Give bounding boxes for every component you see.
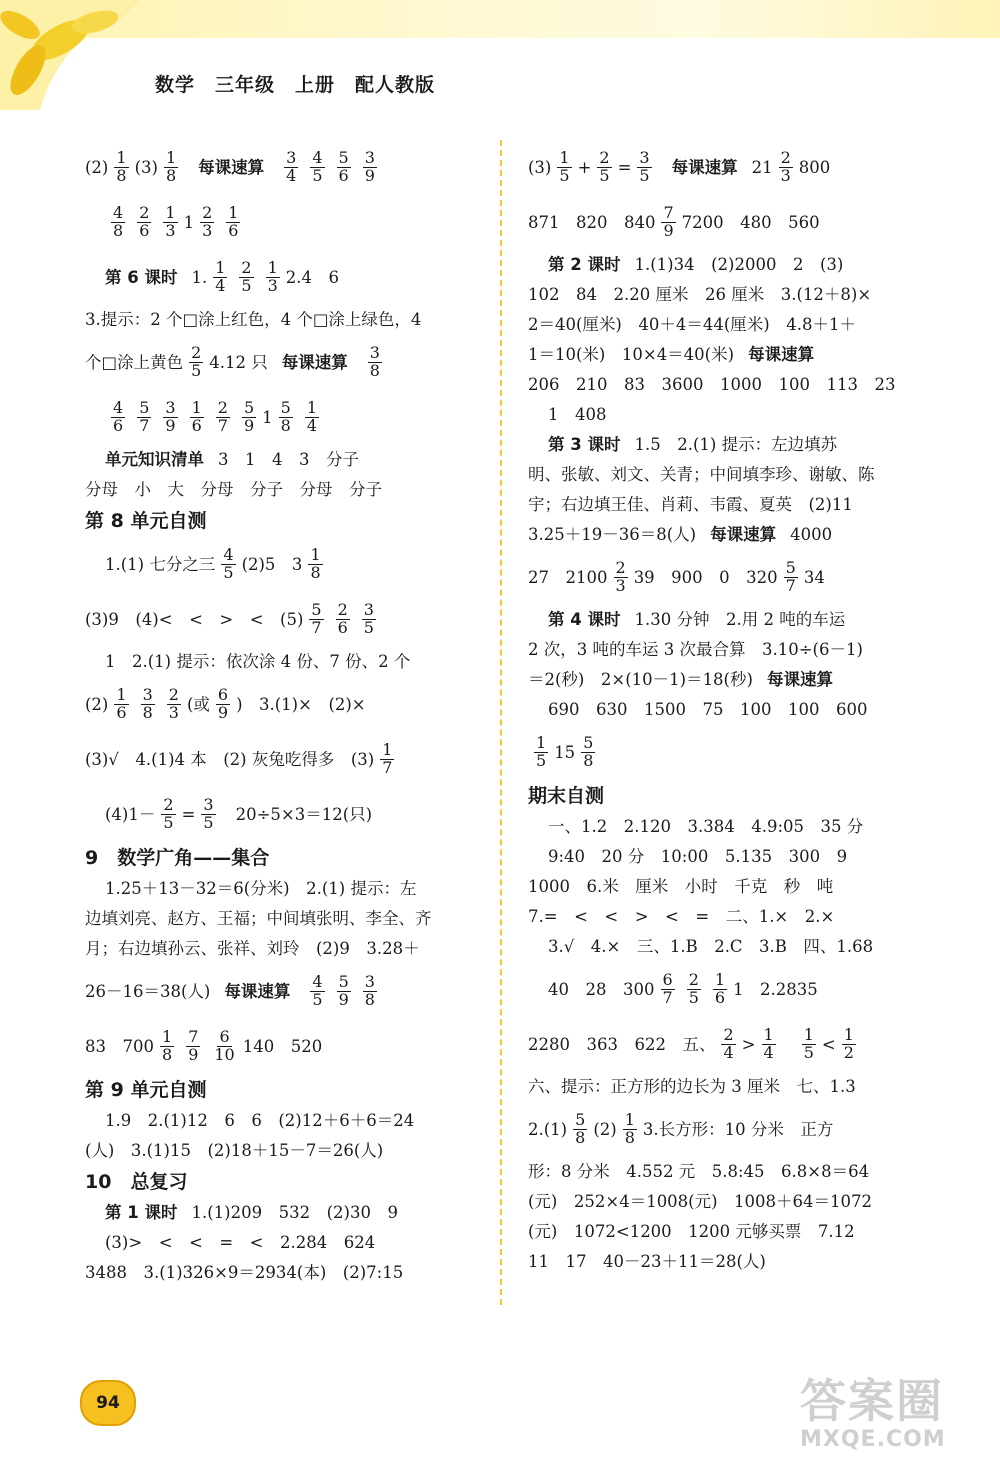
fraction: $\frac{3}{9}$	[364, 148, 375, 185]
answer-text: (或	[186, 694, 210, 714]
fraction: $\frac{3}{8}$	[142, 685, 153, 722]
answer-text: (元) 1072<1200 1200 元够买票 7.12	[528, 1222, 855, 1241]
fraction: $\frac{2}{5}$	[241, 258, 252, 295]
fraction: $\frac{2}{6}$	[139, 203, 150, 240]
answer-text: (2)	[85, 694, 109, 714]
answer-line	[528, 725, 928, 780]
fraction: $\frac{1}{5}$	[803, 1025, 814, 1062]
answer-text: 宇；右边填王佳、肖莉、韦霞、夏英 (2)11	[528, 495, 853, 514]
section-keyword: 每课速算	[198, 157, 265, 177]
answer-line	[528, 635, 928, 665]
answer-line	[528, 550, 928, 605]
fraction: $\frac{5}{8}$	[575, 1110, 586, 1147]
watermark-url: MXQE.COM	[800, 1427, 946, 1452]
answer-text: 40 28 300	[548, 979, 655, 999]
leaf-decoration	[0, 0, 140, 110]
fraction: $\frac{1}{5}$	[536, 733, 547, 770]
answer-text: 2.4 6	[285, 267, 340, 287]
answer-text: =	[181, 804, 196, 824]
section-heading: 9 数学广角——集合	[85, 847, 270, 869]
answer-text: (2)5 3	[241, 554, 303, 574]
fraction: $\frac{1}{8}$	[310, 545, 321, 582]
answer-text: 3.长方形：10 分米 正方	[642, 1119, 834, 1139]
answer-line	[85, 445, 485, 475]
watermark-text: 答案圈	[800, 1374, 944, 1428]
answer-text: ) 3.(1)× (2)×	[236, 694, 366, 714]
answer-text: 3488 3.(1)326×9＝2934(本) (2)7:15	[85, 1263, 404, 1282]
answer-line	[528, 400, 928, 430]
answer-text: 分母 小 大 分母 分子 分母 分子	[85, 480, 382, 499]
answer-line	[528, 1217, 928, 1247]
fraction: $\frac{2}{3}$	[168, 685, 179, 722]
answer-line	[85, 250, 485, 305]
fraction: $\frac{7}{9}$	[188, 1027, 199, 1064]
answer-line	[85, 874, 485, 904]
answer-line	[528, 195, 928, 250]
answer-text: 个□涂上黄色	[85, 352, 184, 372]
fraction: $\frac{6}{10}$	[214, 1027, 235, 1064]
answer-line	[85, 1228, 485, 1258]
section-keyword: 每课速算	[671, 157, 738, 177]
answer-text: 4.12 只	[209, 352, 268, 372]
answer-line	[85, 732, 485, 787]
answer-text: =	[617, 157, 632, 177]
answer-text: 7.= < < > < = 二、1.× 2.×	[528, 907, 835, 926]
fraction: $\frac{1}{5}$	[559, 148, 570, 185]
fraction: $\frac{5}{7}$	[785, 558, 796, 595]
answer-text: 27 2100	[528, 567, 608, 587]
answer-text: >	[741, 1034, 756, 1054]
answer-line	[85, 475, 485, 505]
answer-line	[528, 490, 928, 520]
answer-text: 2＝40(厘米) 40＋4＝44(厘米) 4.8＋1＋	[528, 315, 856, 334]
answer-text: 1 408	[548, 405, 607, 424]
section-keyword: 每课速算	[766, 670, 833, 689]
fraction: $\frac{1}{2}$	[843, 1025, 854, 1062]
lesson-label: 第 6 课时	[105, 267, 178, 287]
answer-text: 34	[803, 567, 825, 587]
answer-text: +	[577, 157, 592, 177]
header-banner	[0, 0, 1000, 38]
answer-text: 六、提示：正方形的边长为 3 厘米 七、1.3	[528, 1077, 856, 1096]
fraction: $\frac{5}{9}$	[338, 972, 349, 1009]
answer-line	[85, 964, 485, 1019]
answer-line	[85, 335, 485, 390]
fraction: $\frac{1}{4}$	[215, 258, 226, 295]
lesson-label: 第 2 课时	[548, 255, 621, 274]
answer-text: <	[821, 1034, 836, 1054]
answer-text: 2.(1)	[528, 1119, 568, 1139]
answer-text: (2)	[593, 1119, 617, 1139]
watermark-logo	[800, 1375, 990, 1465]
answer-line	[528, 1017, 928, 1072]
answer-text: 1.(1) 七分之三	[105, 554, 216, 574]
lesson-label: 第 1 课时	[105, 1203, 178, 1222]
answer-text: 2 次，3 吨的车运 3 次最合算 3.10÷(6－1)	[528, 640, 863, 659]
answer-line	[528, 902, 928, 932]
fraction: $\frac{1}{6}$	[191, 398, 202, 435]
fraction: $\frac{7}{9}$	[663, 203, 674, 240]
answer-text: 800	[798, 157, 831, 177]
answer-line	[528, 1102, 928, 1157]
answer-line	[85, 537, 485, 592]
answer-text: (3)> < < = < 2.284 624	[105, 1233, 376, 1252]
answer-text: 1.30 分钟 2.用 2 吨的车运	[634, 610, 846, 629]
fraction: $\frac{1}{3}$	[165, 203, 176, 240]
fraction: $\frac{3}{8}$	[369, 343, 380, 380]
fraction: $\frac{3}{5}$	[363, 600, 374, 637]
fraction: $\frac{2}{5}$	[163, 795, 174, 832]
section-keyword: 单元知识清单	[105, 450, 204, 469]
answer-line	[85, 390, 485, 445]
fraction: $\frac{1}{8}$	[165, 148, 177, 185]
answer-line	[85, 195, 485, 250]
fraction: $\frac{2}{3}$	[780, 148, 791, 185]
right-column	[528, 140, 928, 1277]
answer-line	[85, 1019, 485, 1074]
fraction: $\frac{1}{4}$	[763, 1025, 774, 1062]
fraction: $\frac{3}{9}$	[165, 398, 176, 435]
answer-text: 9:40 20 分 10:00 5.135 300 9	[548, 847, 848, 866]
fraction: $\frac{2}{5}$	[599, 148, 610, 185]
answer-text: 1.(1)34 (2)2000 2 (3)	[634, 255, 844, 274]
fraction: $\frac{5}{8}$	[280, 398, 291, 435]
answer-text: 871 820 840	[528, 212, 656, 232]
fraction: $\frac{4}{8}$	[113, 203, 124, 240]
answer-text: 690 630 1500 75 100 100 600	[548, 700, 868, 719]
section-keyword: 每课速算	[224, 981, 291, 1001]
page-number-badge: 94	[80, 1380, 136, 1426]
answer-line	[528, 140, 928, 195]
answer-line	[85, 1198, 485, 1228]
answer-text: 1 2.(1) 提示：依次涂 4 份、7 份、2 个	[105, 652, 411, 671]
answer-text: 11 17 40－23＋11＝28(人)	[528, 1252, 766, 1271]
lesson-label: 第 4 课时	[548, 610, 621, 629]
answer-text: 26－16＝38(人)	[85, 981, 211, 1001]
answer-line	[85, 904, 485, 934]
fraction: $\frac{1}{3}$	[267, 258, 278, 295]
answer-text: 21	[751, 157, 773, 177]
answer-text: 1.9 2.(1)12 6 6 (2)12＋6＋6＝24	[105, 1111, 415, 1130]
answer-text: 一、1.2 2.120 3.384 4.9:05 35 分	[548, 817, 864, 836]
answer-line	[85, 592, 485, 647]
fraction: $\frac{3}{8}$	[364, 972, 375, 1009]
answer-text: (3)	[528, 157, 552, 177]
lesson-label: 第 3 课时	[548, 435, 621, 454]
section-keyword: 每课速算	[710, 525, 777, 544]
answer-text: 1.	[191, 267, 208, 287]
answer-text: 月；右边填孙云、张祥、刘玲 (2)9 3.28＋	[85, 939, 420, 958]
answer-text: (元) 252×4＝1008(元) 1008＋64＝1072	[528, 1192, 873, 1211]
fraction: $\frac{2}{4}$	[723, 1025, 734, 1062]
fraction: $\frac{1}{6}$	[714, 970, 726, 1007]
answer-line	[528, 1072, 928, 1102]
section-keyword: 每课速算	[281, 352, 348, 372]
answer-line	[528, 1157, 928, 1187]
answer-line	[85, 934, 485, 964]
fraction: $\frac{3}{5}$	[203, 795, 214, 832]
fraction: $\frac{1}{8}$	[116, 148, 127, 185]
answer-text: 39 900 0 320	[633, 567, 778, 587]
fraction: $\frac{6}{7}$	[662, 970, 673, 1007]
fraction: $\frac{6}{9}$	[217, 685, 229, 722]
answer-line	[528, 250, 928, 280]
column-divider	[500, 140, 502, 1305]
answer-line	[528, 1187, 928, 1217]
answer-text: 1000 6.米 厘米 小时 千克 秒 吨	[528, 877, 834, 896]
answer-text: 206 210 83 3600 1000 100 113 23	[528, 375, 896, 394]
answer-line	[528, 340, 928, 370]
answer-line	[528, 310, 928, 340]
answer-text: 3 1 4 3 分子	[218, 450, 359, 469]
answer-text: 7200 480 560	[681, 212, 820, 232]
section-heading: 第 8 单元自测	[85, 510, 207, 532]
fraction: $\frac{3}{4}$	[286, 148, 297, 185]
answer-text: 1.5 2.(1) 提示：左边填苏	[634, 435, 838, 454]
fraction: $\frac{4}{5}$	[312, 972, 323, 1009]
answer-text: 102 84 2.20 厘米 26 厘米 3.(12＋8)×	[528, 285, 872, 304]
fraction: $\frac{1}{8}$	[162, 1027, 173, 1064]
fraction: $\frac{1}{4}$	[306, 398, 317, 435]
fraction: $\frac{5}{8}$	[583, 733, 594, 770]
answer-line	[85, 140, 485, 195]
answer-line	[85, 1106, 485, 1136]
fraction: $\frac{2}{5}$	[191, 343, 202, 380]
page-header-title: 数学 三年级 上册 配人教版	[155, 74, 436, 96]
section-heading: 第 9 单元自测	[85, 1079, 207, 1101]
fraction: $\frac{5}{9}$	[243, 398, 255, 435]
answer-text: 4000	[790, 525, 833, 544]
answer-text: 3.25＋19－36＝8(人)	[528, 525, 697, 544]
answer-text: 83 700	[85, 1036, 154, 1056]
answer-line	[528, 962, 928, 1017]
answer-text: (人) 3.(1)15 (2)18＋15－7＝26(人)	[85, 1141, 384, 1160]
answer-line	[85, 677, 485, 732]
answer-text: (3)√ 4.(1)4 本 (2) 灰兔吃得多 (3)	[85, 749, 375, 769]
fraction: $\frac{2}{3}$	[202, 203, 213, 240]
answer-line	[528, 280, 928, 310]
answer-line	[85, 1258, 485, 1288]
answer-line	[528, 665, 928, 695]
answer-text: (4)1－	[105, 804, 156, 824]
fraction: $\frac{2}{6}$	[337, 600, 348, 637]
answer-text: 1	[183, 212, 195, 232]
answer-text: 3.√ 4.× 三、1.B 2.C 3.B 四、1.68	[548, 937, 874, 956]
section-keyword: 每课速算	[748, 345, 815, 364]
answer-line	[528, 842, 928, 872]
answer-text: 1	[262, 407, 273, 427]
answer-text: 140 520	[242, 1036, 323, 1056]
answer-line	[85, 647, 485, 677]
fraction: $\frac{1}{8}$	[624, 1110, 635, 1147]
answer-text: 20÷5×3＝12(只)	[235, 804, 373, 824]
answer-line	[528, 872, 928, 902]
fraction: $\frac{1}{7}$	[382, 740, 393, 777]
fraction: $\frac{2}{5}$	[688, 970, 699, 1007]
answer-text: 明、张敏、刘文、关青；中间填李珍、谢敏、陈	[528, 465, 875, 484]
answer-line	[528, 812, 928, 842]
fraction: $\frac{3}{5}$	[639, 148, 650, 185]
fraction: $\frac{4}{5}$	[223, 545, 234, 582]
fraction: $\frac{5}{7}$	[311, 600, 322, 637]
answer-line	[85, 787, 485, 842]
fraction: $\frac{4}{6}$	[113, 398, 124, 435]
answer-line	[528, 460, 928, 490]
section-heading: 10 总复习	[85, 1171, 188, 1193]
fraction: $\frac{2}{3}$	[615, 558, 626, 595]
answer-text: ＝2(秒) 2×(10－1)＝18(秒)	[528, 670, 753, 689]
fraction: $\frac{4}{5}$	[312, 148, 323, 185]
answer-line	[85, 1136, 485, 1166]
answer-line	[528, 370, 928, 400]
answer-line	[528, 520, 928, 550]
fraction: $\frac{5}{7}$	[139, 398, 150, 435]
fraction: $\frac{2}{7}$	[217, 398, 228, 435]
fraction: $\frac{5}{6}$	[338, 148, 349, 185]
fraction: $\frac{1}{6}$	[116, 685, 127, 722]
answer-line	[528, 430, 928, 460]
answer-line	[528, 932, 928, 962]
answer-text: 1＝10(米) 10×4＝40(米)	[528, 345, 735, 364]
answer-line	[528, 1247, 928, 1277]
answer-text: 边填刘亮、赵方、王福；中间填张明、李全、齐	[85, 909, 432, 928]
answer-line	[528, 605, 928, 635]
fraction: $\frac{1}{6}$	[228, 203, 239, 240]
answer-line	[528, 695, 928, 725]
answer-text: 形：8 分米 4.552 元 5.8:45 6.8×8＝64	[528, 1162, 870, 1181]
answer-text: 1.(1)209 532 (2)30 9	[191, 1203, 398, 1222]
answer-text: (2)	[85, 157, 109, 177]
answer-text: 15	[554, 742, 576, 762]
answer-line	[85, 305, 485, 335]
answer-text: 1 2.2835	[733, 979, 818, 999]
answer-text: (3)	[134, 157, 158, 177]
answer-text: 1.25＋13－32＝6(分米) 2.(1) 提示：左	[105, 879, 417, 898]
answer-text: 3.提示：2 个□涂上红色，4 个□涂上绿色，4	[85, 310, 422, 329]
left-column	[85, 140, 485, 1288]
section-heading: 期末自测	[528, 785, 605, 807]
answer-text: (3)9 (4)< < > < (5)	[85, 609, 304, 629]
answer-text: 2280 363 622 五、	[528, 1034, 716, 1054]
